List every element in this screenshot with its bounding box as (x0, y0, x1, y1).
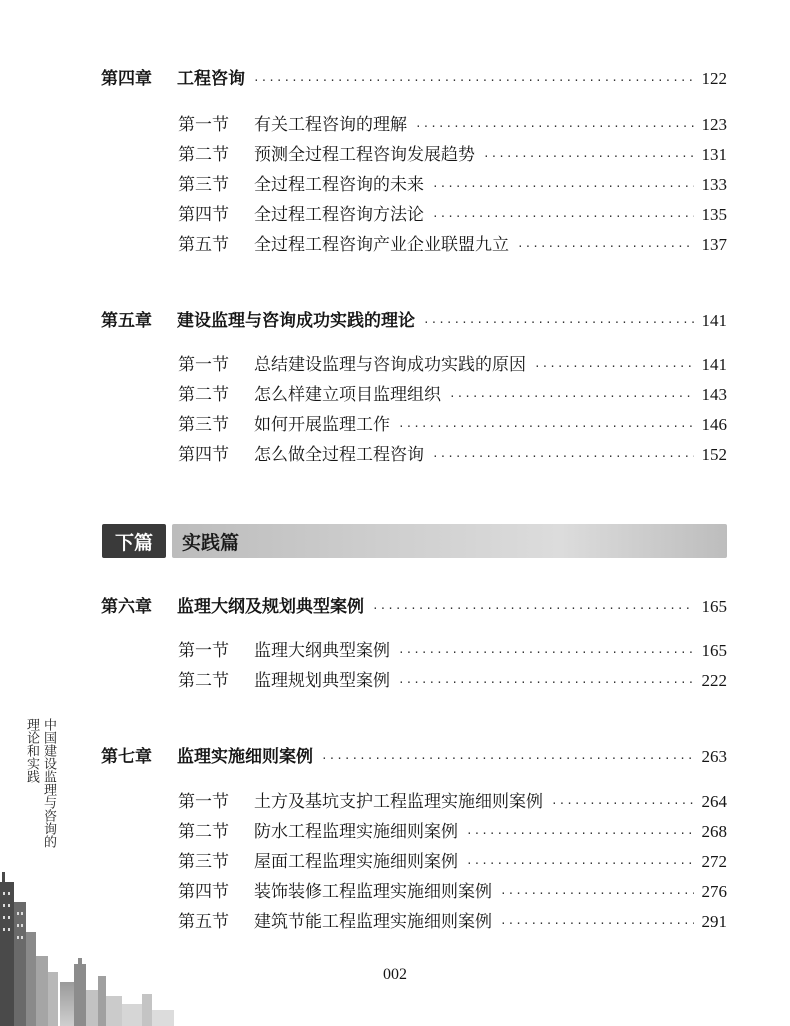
page-ref: 141 (701, 355, 727, 374)
chapter-number: 第六章 (101, 597, 152, 617)
page-ref: 222 (701, 671, 727, 690)
toc-section (178, 879, 727, 905)
toc-section (178, 352, 727, 378)
section-number: 第四节 (178, 205, 229, 225)
section-number: 第五节 (178, 235, 229, 255)
page-ref: 133 (701, 175, 727, 194)
page-number: 002 (383, 966, 407, 983)
toc-section (178, 849, 727, 875)
section-number: 第二节 (178, 671, 229, 691)
page-ref: 131 (701, 145, 727, 164)
city-skyline-illustration (0, 872, 200, 1026)
leader-dots (398, 640, 694, 666)
page-ref: 122 (701, 69, 727, 88)
chapter-title: 监理实施细则案例 (177, 747, 313, 767)
section-number: 第一节 (178, 355, 229, 375)
section-title: 怎么样建立项目监理组织 (254, 385, 441, 405)
leader-dots (466, 851, 694, 877)
page-ref: 165 (701, 641, 727, 660)
leader-dots (398, 670, 694, 696)
section-title: 建筑节能工程监理实施细则案例 (254, 912, 492, 932)
side-title-line1: 中国建设监理与咨询的 (41, 718, 56, 848)
section-title: 防水工程监理实施细则案例 (254, 822, 458, 842)
section-title: 监理大纲典型案例 (254, 641, 390, 661)
leader-dots (432, 174, 694, 200)
toc-section (178, 232, 727, 258)
toc-section (178, 819, 727, 845)
leader-dots (423, 310, 694, 336)
section-title: 总结建设监理与咨询成功实践的原因 (254, 355, 526, 375)
page-ref: 135 (701, 205, 727, 224)
section-title: 土方及基坑支护工程监理实施细则案例 (254, 792, 543, 812)
leader-dots (253, 68, 694, 94)
section-number: 第三节 (178, 852, 229, 872)
section-title: 屋面工程监理实施细则案例 (254, 852, 458, 872)
chapter-title: 监理大纲及规划典型案例 (177, 597, 364, 617)
toc-section (178, 412, 727, 438)
page-ref: 268 (701, 822, 727, 841)
chapter-title: 建设监理与咨询成功实践的理论 (177, 311, 415, 331)
toc-section (178, 909, 727, 935)
section-title: 装饰装修工程监理实施细则案例 (254, 882, 492, 902)
section-title: 怎么做全过程工程咨询 (254, 445, 424, 465)
chapter-title: 工程咨询 (177, 69, 245, 89)
leader-dots (372, 596, 694, 622)
leader-dots (534, 354, 694, 380)
toc-section (178, 789, 727, 815)
section-number: 第一节 (178, 115, 229, 135)
section-number: 第三节 (178, 415, 229, 435)
section-title: 全过程工程咨询的未来 (254, 175, 424, 195)
section-number: 第三节 (178, 175, 229, 195)
part-tag: 下篇 (102, 524, 166, 558)
section-number: 第二节 (178, 145, 229, 165)
chapter-number: 第四章 (101, 69, 152, 89)
leader-dots (432, 444, 694, 470)
section-title: 监理规划典型案例 (254, 671, 390, 691)
leader-dots (398, 414, 694, 440)
toc-chapter (101, 66, 727, 92)
part-banner (102, 524, 727, 558)
part-title: 实践篇 (182, 531, 240, 554)
section-number: 第四节 (178, 445, 229, 465)
leader-dots (500, 911, 694, 937)
toc-section (178, 638, 727, 664)
toc-section (178, 382, 727, 408)
leader-dots (321, 746, 694, 772)
toc-section (178, 172, 727, 198)
page-ref: 276 (701, 882, 727, 901)
page-ref: 165 (701, 597, 727, 616)
page-ref: 141 (701, 311, 727, 330)
page-ref: 152 (701, 445, 727, 464)
page-ref: 291 (701, 912, 727, 931)
page-ref: 137 (701, 235, 727, 254)
leader-dots (517, 234, 694, 260)
page-ref: 263 (701, 747, 727, 766)
toc-chapter (101, 594, 727, 620)
leader-dots (449, 384, 694, 410)
section-number: 第二节 (178, 822, 229, 842)
page-ref: 264 (701, 792, 727, 811)
toc-chapter (101, 744, 727, 770)
section-title: 预测全过程工程咨询发展趋势 (254, 145, 475, 165)
section-number: 第四节 (178, 882, 229, 902)
leader-dots (432, 204, 694, 230)
toc-chapter (101, 308, 727, 334)
page-ref: 272 (701, 852, 727, 871)
section-number: 第二节 (178, 385, 229, 405)
section-number: 第一节 (178, 792, 229, 812)
toc-section (178, 202, 727, 228)
section-number: 第五节 (178, 912, 229, 932)
page-ref: 146 (701, 415, 727, 434)
side-book-title (6, 718, 56, 868)
leader-dots (466, 821, 694, 847)
section-title: 全过程工程咨询产业企业联盟九立 (254, 235, 509, 255)
toc-section (178, 112, 727, 138)
part-title-bar (172, 524, 727, 558)
section-title: 有关工程咨询的理解 (254, 115, 407, 135)
chapter-number: 第七章 (101, 747, 152, 767)
leader-dots (483, 144, 694, 170)
section-title: 如何开展监理工作 (254, 415, 390, 435)
leader-dots (500, 881, 694, 907)
toc-section (178, 668, 727, 694)
toc-section (178, 442, 727, 468)
page-ref: 123 (701, 115, 727, 134)
leader-dots (415, 114, 694, 140)
section-title: 全过程工程咨询方法论 (254, 205, 424, 225)
side-title-line2: 理论和实践 (24, 718, 39, 783)
chapter-number: 第五章 (101, 311, 152, 331)
toc-section (178, 142, 727, 168)
leader-dots (551, 791, 694, 817)
page-ref: 143 (701, 385, 727, 404)
section-number: 第一节 (178, 641, 229, 661)
